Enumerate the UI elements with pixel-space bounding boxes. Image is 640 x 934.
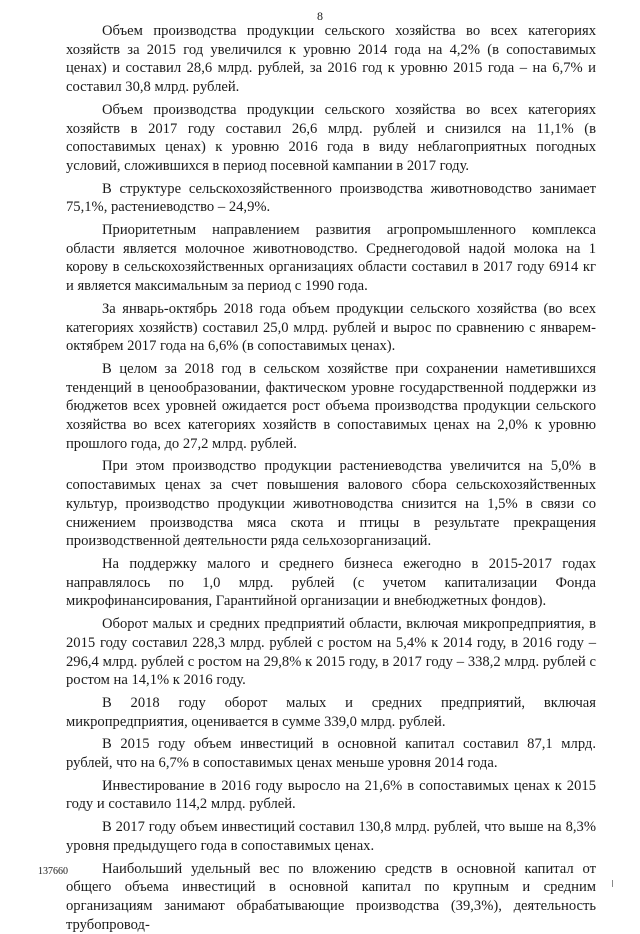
paragraph-crop-livestock: При этом производство продукции растениеводства увеличится на 5,0% в сопоставимых ценах за счет повышения валового сбора сельскохозяйственных культур, производство продукции животноводства снизится на 1,5% в связи со снижением производства мяса скота и птицы в результате прекращения производственной деятельности ряда сельхозорганизаций. [66,458,596,550]
paragraph-dairy-priority: Приоритетным направлением развития агропромышленного комплекса области является молочное животноводство. Среднегодовой надой молока на 1 корову в сельскохозяйственных организациях области составил в 2017 году 6914 кг и является максимальным за период с 1990 года. [66,222,596,295]
paragraph-2018-forecast: В целом за 2018 год в сельском хозяйстве при сохранении наметившихся тенденций в ценообразовании, фактическом уровне государственной поддержки из бюджетов всех уровней ожидается рост объема производства продукции сельского хозяйства во всех категориях хозяйств в сопоставимых ценах на 2,0% к уровню прошлого года, до 27,2 млрд. рублей. [66,360,596,452]
paragraph-investment-2016: Инвестирование в 2016 году выросло на 21,6% в сопоставимых ценах к 2015 году и составило 114,2 млрд. рублей. [66,777,596,813]
paragraph-agri-output-2017: Объем производства продукции сельского хозяйства во всех категориях хозяйств в 2017 году составил 26,6 млрд. рублей и снизился на 11,1% (в сопоставимых ценах) к уровню 2016 года в виду неблагоприятных погодных условий, сложившихся в период посевной кампании в 2017 году. [66,101,596,174]
paragraph-agri-structure: В структуре сельскохозяйственного производства животноводство занимает 75,1%, растениеводство – 24,9%. [66,180,596,216]
paragraph-investment-2015: В 2015 году объем инвестиций в основной капитал составил 87,1 млрд. рублей, что на 6,7% в сопоставимых ценах меньше уровня 2014 года. [66,736,596,772]
paragraph-sme-2018: В 2018 году оборот малых и средних предприятий, включая микропредприятия, оценивается в сумме 339,0 млрд. рублей. [66,694,596,730]
paragraph-sme-turnover: Оборот малых и средних предприятий области, включая микропредприятия, в 2015 году составил 228,3 млрд. рублей с ростом на 5,4% к 2014 году, в 2016 году – 296,4 млрд. рублей с ростом на 29,8% к 2015 году, в 2017 году – 338,2 млрд. рублей с ростом на 14,1% к 2016 году. [66,616,596,689]
page-number: 8 [317,9,323,23]
paragraph-agri-output-2015-2016: Объем производства продукции сельского хозяйства во всех категориях хозяйств за 2015 год увеличился к уровню 2014 года на 4,2% (в сопоставимых ценах) и составил 28,6 млрд. рублей, за 2016 год к уровню 2015 года – на 6,7% и составил 30,8 млрд. рублей. [66,23,596,96]
document-id: 137660 [38,866,68,877]
paragraph-investment-structure: Наибольший удельный вес по вложению средств в основной капитал от общего объема инвестиций в основной капитал по крупным и средним организациям занимают обрабатывающие производства (39,3%), деятельность трубопровод- [66,860,596,933]
paragraph-investment-2017: В 2017 году объем инвестиций составил 130,8 млрд. рублей, что выше на 8,3% уровня предыдущего года в сопоставимых ценах. [66,819,596,854]
margin-mark [612,880,613,887]
paragraph-sme-support: На поддержку малого и среднего бизнеса ежегодно в 2015-2017 годах направлялось по 1,0 млрд. рублей (с учетом капитализации Фонда микрофинансирования, Гарантийной организации и внебюджетных фондов). [66,555,596,610]
document-body [66,22,596,934]
paragraph-jan-oct-2018: За январь-октябрь 2018 года объем продукции сельского хозяйства (во всех категориях хозяйств) составил 25,0 млрд. рублей и вырос по сравнению с январем-октябрем 2017 года на 6,6% (в сопоставимых ценах). [66,300,596,355]
